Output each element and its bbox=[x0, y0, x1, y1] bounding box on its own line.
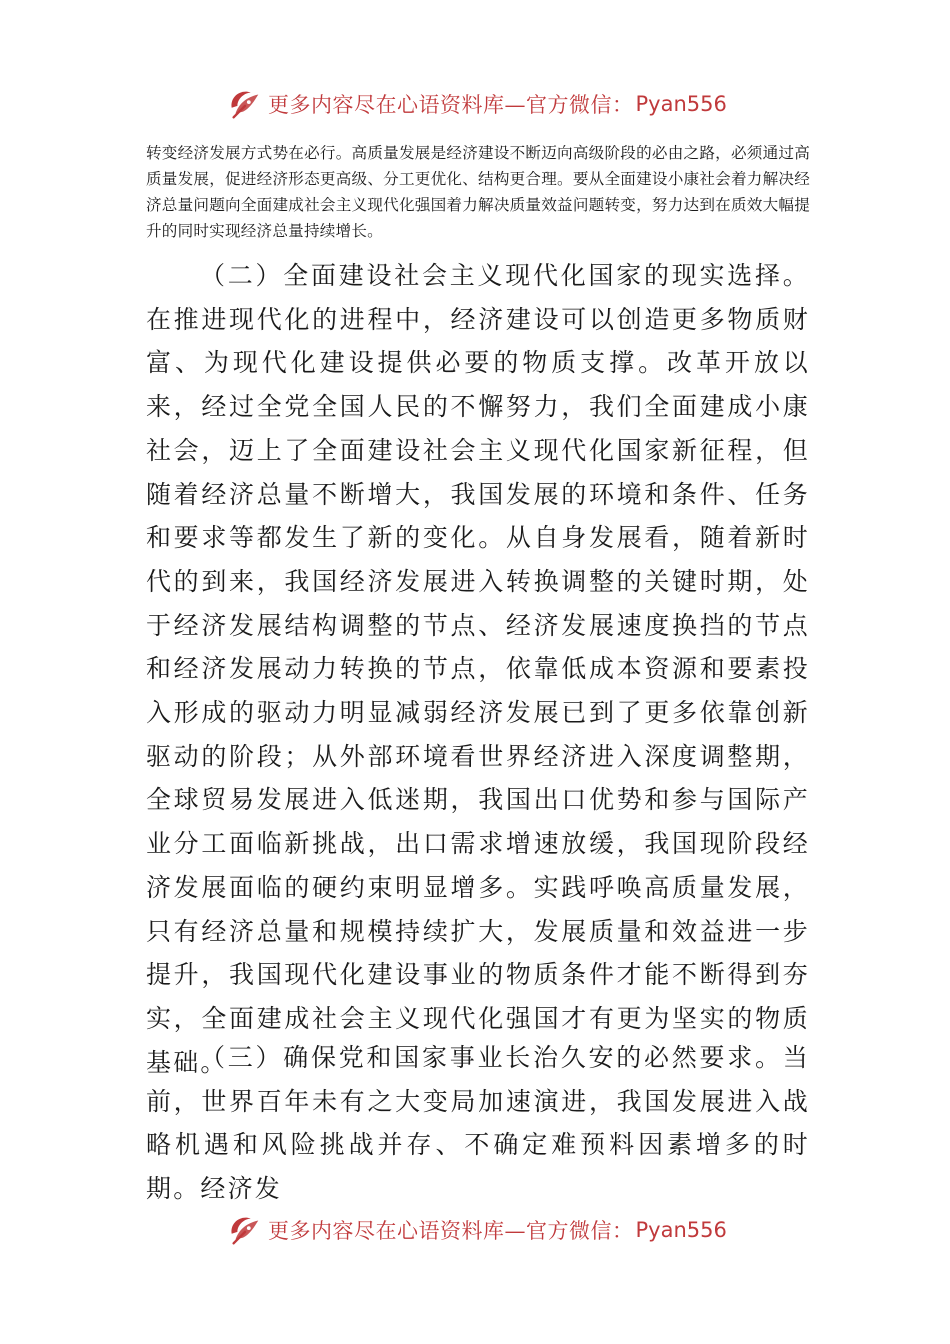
paragraph-section-two: （二）全面建设社会主义现代化国家的现实选择。在推进现代化的进程中，经济建设可以创造更多物质财富、为现代化建设提供必要的物质支撑。改革开放以来，经过全党全国人民的不懈努力，我们全面建成小康社会，迈上了全面建设社会主义现代化国家新征程，但随着经济总量不断增大，我国发展的环境和条件、任务和要求等都发生了新的变化。从自身发展看，随着新时代的到来，我国经济发展进入转换调整的关键时期，处于经济发展结构调整的节点、经济发展速度换挡的节点和经济发展动力转换的节点，依靠低成本资源和要素投入形成的驱动力明显减弱经济发展已到了更多依靠创新驱动的阶段；从外部环境看世界经济进入深度调整期，全球贸易发展进入低迷期，我国出口优势和参与国际产业分工面临新挑战，出口需求增速放缓，我国现阶段经济发展面临的硬约束明显增多。实践呼唤高质量发展，只有经济总量和规模持续扩大，发展质量和效益进一步提升，我国现代化建设事业的物质条件才能不断得到夯实，全面建成社会主义现代化强国才有更为坚实的物质基础。 bbox=[146, 261, 810, 1077]
header-watermark bbox=[0, 82, 950, 126]
watermark-text: 更多内容尽在心语资料库—官方微信： bbox=[268, 93, 634, 117]
watermark-text: 更多内容尽在心语资料库—官方微信： bbox=[268, 1219, 634, 1243]
wechat-id: Pyan556 bbox=[635, 1218, 727, 1242]
paragraph-small-intro: 转变经济发展方式势在必行。高质量发展是经济建设不断迈向高级阶段的必由之路，必须通过高质量发展，促进经济形态更高级、分工更优化、结构更合理。要从全面建设小康社会着力解决经济总量问题向全面建成社会主义现代化强国着力解决质量效益问题转变，努力达到在质效大幅提升的同时实现经济总量持续增长。 bbox=[146, 144, 810, 240]
paragraph-section-three: （三）确保党和国家事业长治久安的必然要求。当前，世界百年未有之大变局加速演进，我国发展进入战略机遇和风险挑战并存、不确定难预料因素增多的时期。经济发 bbox=[146, 1043, 810, 1204]
pen-nib-logo-icon bbox=[226, 1211, 264, 1249]
footer-watermark bbox=[0, 1208, 950, 1252]
wechat-id: Pyan556 bbox=[635, 92, 727, 116]
pen-nib-logo-icon bbox=[226, 85, 264, 123]
